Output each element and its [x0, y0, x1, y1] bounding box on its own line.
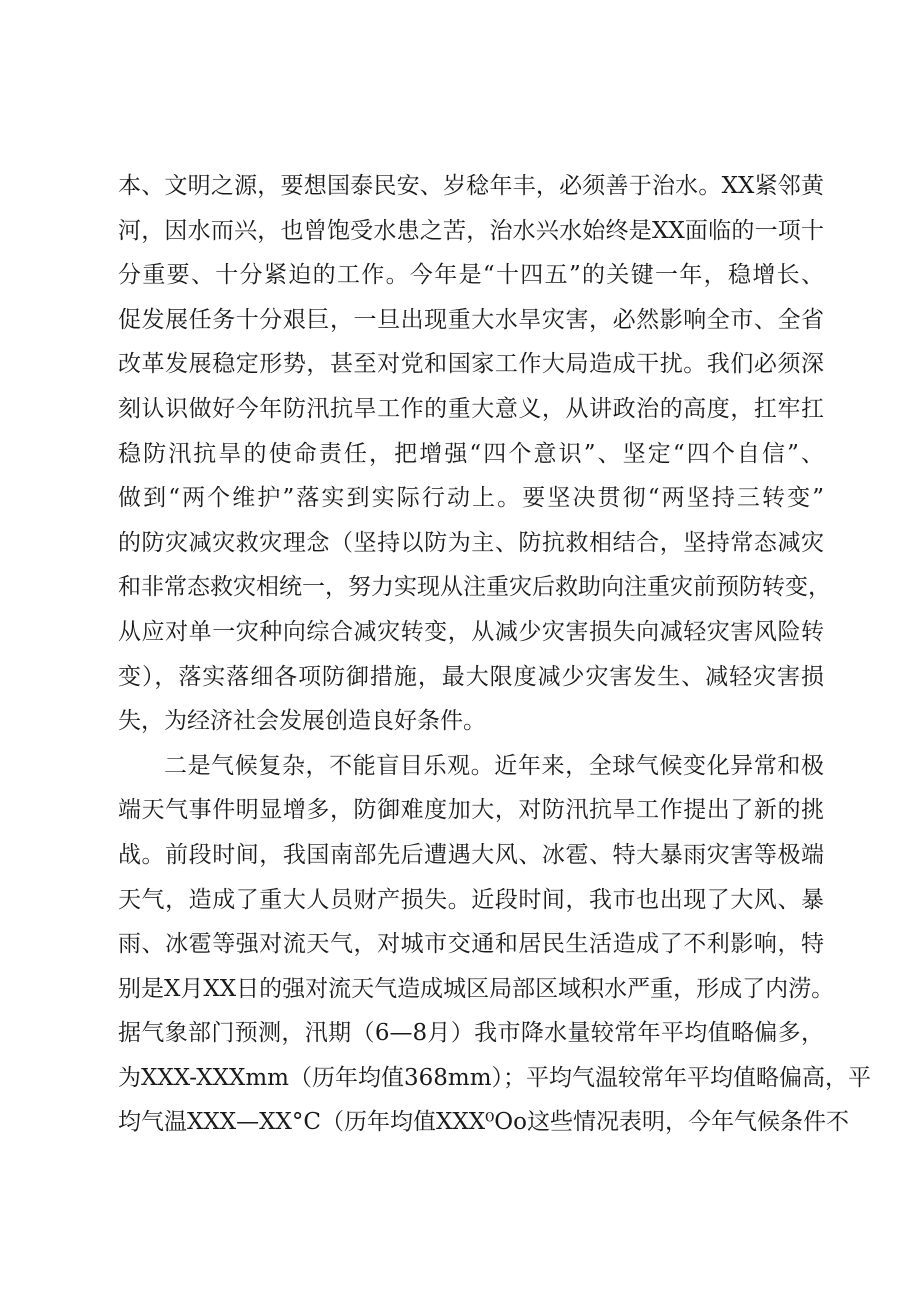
paragraph-2-line: 二是气候复杂，不能盲目乐观。近年来，全球气候变化异常和极: [164, 752, 824, 779]
paragraph-2-line: 端天气事件明显增多，防御难度加大，对防汛抗旱工作提出了新的挑: [118, 797, 824, 824]
paragraph-1-line: 和非常态救灾相统一，努力实现从注重灾后救助向注重灾前预防转变，: [118, 574, 831, 601]
paragraph-1-line: 分重要、十分紧迫的工作。今年是“十四五”的关键一年，稳增长、: [118, 262, 824, 289]
paragraph-2-line: 天气，造成了重大人员财产损失。近段时间，我市也出现了大风、暴: [118, 886, 824, 913]
paragraph-1-line: 的防灾减灾救灾理念（坚持以防为主、防抗救相结合，坚持常态减灾: [118, 529, 824, 556]
paragraph-2-line: 别是X月XX日的强对流天气造成城区局部区域积水严重，形成了内涝。: [118, 975, 835, 1002]
paragraph-2-line: 雨、冰雹等强对流天气，对城市交通和居民生活造成了不利影响，特: [118, 931, 824, 958]
paragraph-1-line: 失，为经济社会发展创造良好条件。: [118, 708, 486, 735]
paragraph-1-line: 促发展任务十分艰巨，一旦出现重大水旱灾害，必然影响全市、全省: [118, 306, 824, 333]
paragraph-2-line: 为XXX-XXXmm（历年均值368mm）；平均气温较常年平均值略偏高，平: [118, 1064, 872, 1091]
paragraph-1-line: 本、文明之源，要想国泰民安、岁稔年丰，必须善于治水。XX紧邻黄: [118, 173, 824, 199]
paragraph-1-line: 做到“两个维护”落实到实际行动上。要坚决贯彻“两坚持三转变”: [118, 485, 824, 512]
paragraph-1-line: 从应对单一灾种向综合减灾转变，从减少灾害损失向减轻灾害风险转: [118, 618, 824, 645]
paragraph-1-line: 变），落实落细各项防御措施，最大限度减少灾害发生、减轻灾害损: [118, 663, 824, 690]
paragraph-1-line: 稳防汛抗旱的使命责任，把增强“四个意识”、坚定“四个自信”、: [118, 440, 824, 467]
paragraph-1-line: 改革发展稳定形势，甚至对党和国家工作大局造成干扰。我们必须深: [118, 351, 824, 378]
paragraph-1-line: 刻认识做好今年防汛抗旱工作的重大意义，从讲政治的高度，扛牢扛: [118, 395, 824, 422]
paragraph-2-line: 据气象部门预测，汛期（6—8月）我市降水量较常年平均值略偏多，: [118, 1020, 824, 1047]
paragraph-2-line: 均气温XXX—XX°C（历年均值XXX⁰Oo这些情况表明，今年气候条件不: [118, 1109, 850, 1136]
document-body: [0, 164, 920, 1145]
paragraph-1-line: 河，因水而兴，也曾饱受水患之苦，治水兴水始终是XX面临的一项十: [118, 217, 824, 244]
paragraph-2-line: 战。前段时间，我国南部先后遭遇大风、冰雹、特大暴雨灾害等极端: [118, 841, 824, 868]
